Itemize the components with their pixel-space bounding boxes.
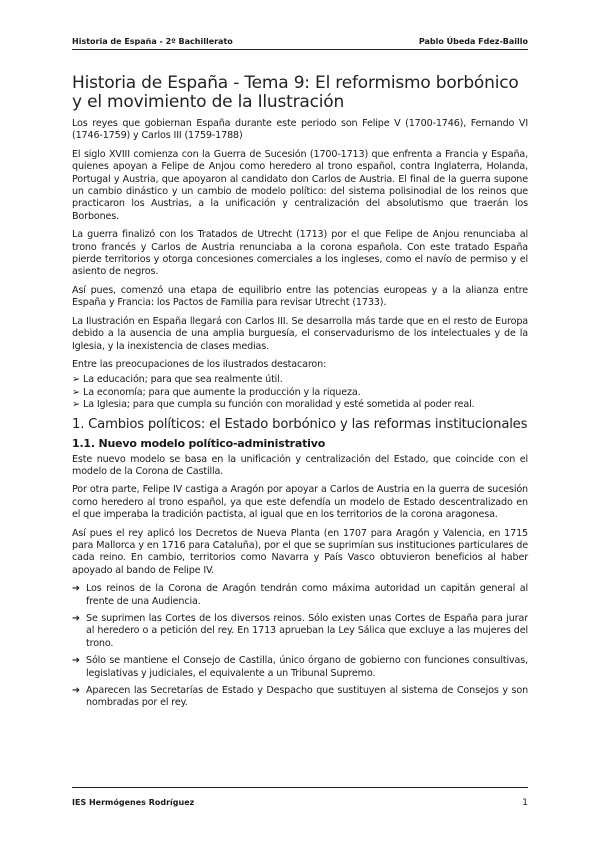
section-paragraph-1: Este nuevo modelo se basa en la unificación y centralización del Estado, que coincide con el modelo de la Corona de Castilla. <box>72 453 528 477</box>
list-item: ➢ La Iglesia; para que cumpla su función con moralidad y esté sometida al poder real. <box>72 399 475 411</box>
page-number: 1 <box>522 798 528 808</box>
header-author: Pablo Úbeda Fdez-Baillo <box>418 37 528 46</box>
arrow-bullet-icon: ➔ <box>72 583 80 595</box>
arrowhead-bullet-icon: ➢ <box>72 399 80 411</box>
reforms-list <box>72 583 528 710</box>
section-heading: 1. Cambios políticos: el Estado borbónico y las reformas institucionales <box>72 416 528 432</box>
page-title: Historia de España - Tema 9: El reformismo borbónico y el movimiento de la Ilustración <box>72 73 519 112</box>
arrow-bullet-icon: ➔ <box>72 655 80 667</box>
list-item: ➢ La economía; para que aumente la producción y la riqueza. <box>72 386 361 398</box>
intro-paragraph-5: La Ilustración en España llegará con Carlos III. Se desarrolla más tarde que en el resto de Europa debido a la ausencia de una amplia burguesía, el conservadurismo de los intelectuales y de la Iglesia, y la inexistencia de clases medias. <box>72 315 528 352</box>
page-body <box>72 74 528 715</box>
footer-divider <box>72 787 528 788</box>
arrowhead-bullet-icon: ➢ <box>72 374 80 386</box>
list-item: ➢ La educación; para que sea realmente útil. <box>72 374 283 386</box>
intro-paragraph-1: Los reyes que gobiernan España durante este periodo son Felipe V (1700-1746), Fernando VI (1746-1759) y Carlos III (1759-1788) <box>72 118 528 142</box>
arrowhead-bullet-icon: ➢ <box>72 386 80 398</box>
intro-paragraph-3: La guerra finalizó con los Tratados de Utrecht (1713) por el que Felipe de Anjou renunciaba al trono francés y Carlos de Austria renunciaba a la corona española. Con este tratado España pierde territorios y otorga concesiones comerciales a los ingleses, como el navío de permiso y el asiento de negros. <box>72 229 528 278</box>
footer-school: IES Hermógenes Rodríguez <box>72 798 195 807</box>
list-item: ➔ Los reinos de la Corona de Aragón tendrán como máxima autoridad un capitán general al frente de una Audiencia. <box>72 583 528 607</box>
section-paragraph-3: Así pues el rey aplicó los Decretos de Nueva Planta (en 1707 para Aragón y Valencia, en 1715 para Mallorca y en 1716 para Cataluña), por el que se suprimían sus instituciones particulares de cada reino. En cambio, territorios como Navarra y País Vasco obtuvieron beneficios al haber apoyado al bando de Felipe IV. <box>72 527 528 576</box>
intro-paragraph-4: Así pues, comenzó una etapa de equilibrio entre las potencias europeas y a la alianza entre España y Francia: los Pactos de Familia para revisar Utrecht (1733). <box>72 284 528 309</box>
list-item: ➔ Aparecen las Secretarías de Estado y Despacho que sustituyen al sistema de Consejos y son nombradas por el rey. <box>72 685 528 709</box>
arrow-bullet-icon: ➔ <box>72 613 80 624</box>
concerns-list <box>72 374 528 411</box>
intro-paragraph-2: El siglo XVIII comienza con la Guerra de Sucesión (1700-1713) que enfrenta a Francia y España, quienes apoyan a Felipe de Anjou como heredero al trono español, contra Inglaterra, Holanda, Portugal y Austria, que apoyaron al candidato don Carlos de Austria. El final de la guerra supone un cambio dinástico y un cambio de modelo político: del sistema polisinodial de los reinos que practicaron los Austrias, a la unificación y centralización del absolutismo que traerán los Borbones. <box>72 148 528 222</box>
intro-paragraph-6: Entre las preocupaciones de los ilustrados destacaron: <box>72 358 327 370</box>
list-item: ➔ Sólo se mantiene el Consejo de Castilla, único órgano de gobierno con funciones consultivas, legislativas y judiciales, el equivalente a un Tribunal Supremo. <box>72 655 528 679</box>
header-course: Historia de España - 2º Bachillerato <box>72 37 233 46</box>
header-divider <box>72 49 528 50</box>
section-paragraph-2: Por otra parte, Felipe IV castiga a Aragón por apoyar a Carlos de Austria en la guerra de sucesión como heredero al trono español, ya que este defendía un modelo de Estado descentralizado en el que imperaba la tradición pactista, al igual que en los territorios de la corona aragonesa. <box>72 484 528 521</box>
arrow-bullet-icon: ➔ <box>72 685 80 697</box>
list-item: ➔ Se suprimen las Cortes de los diversos reinos. Sólo existen unas Cortes de España para jurar al heredero o a petición del rey. En 1713 aprueban la Ley Sálica que excluye a las mujeres del trono. <box>72 613 528 649</box>
subsection-heading: 1.1. Nuevo modelo político-administrativo <box>72 436 326 450</box>
